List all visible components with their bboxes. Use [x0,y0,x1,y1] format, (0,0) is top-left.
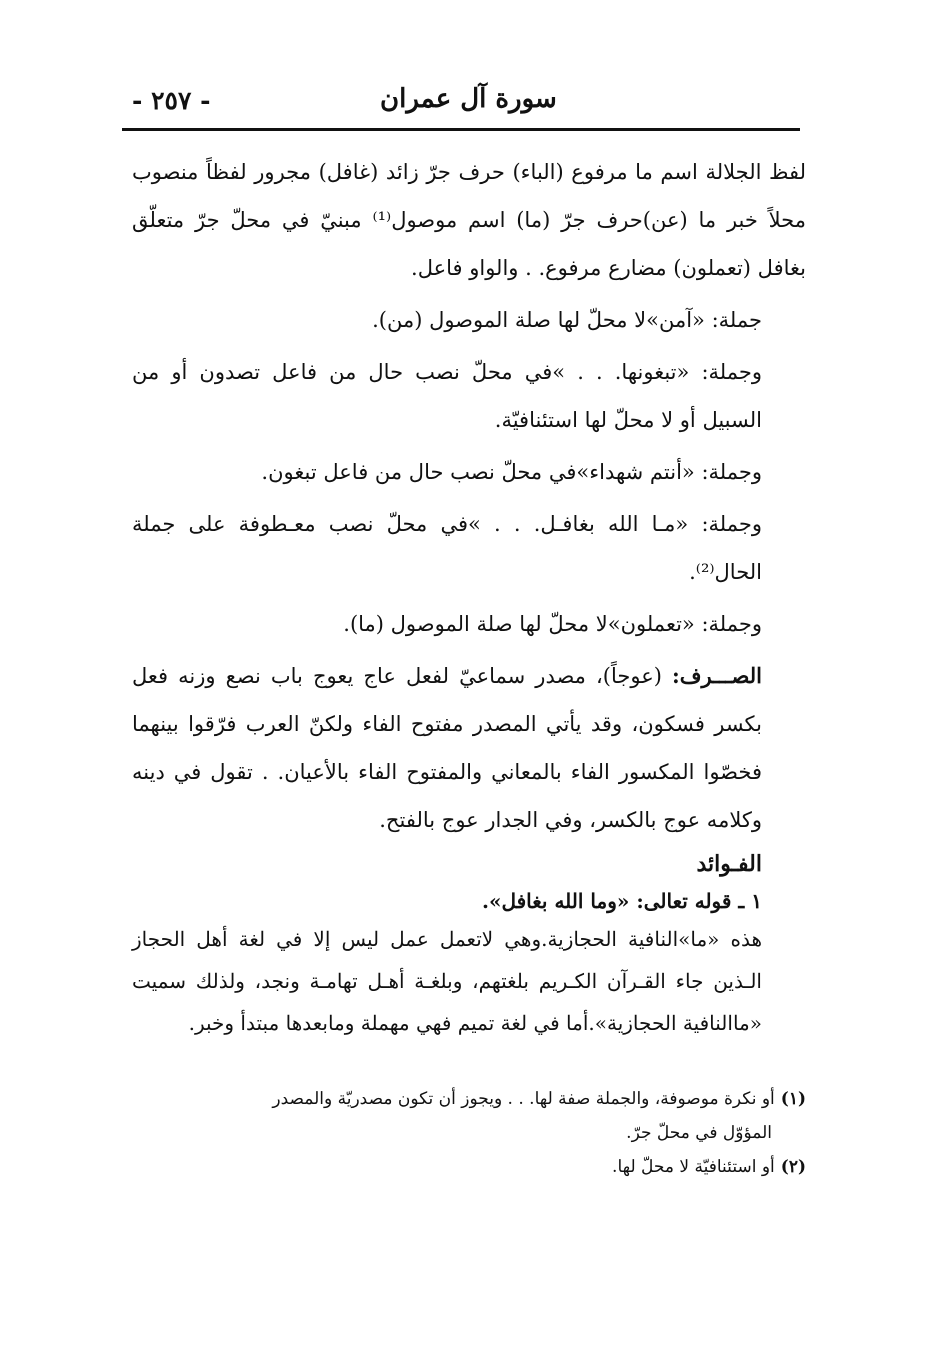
footnote-1-marker: (١) [780,1089,806,1109]
footnote-2-marker: (٢) [780,1157,806,1177]
fawaid-item-1: ١ ـ قوله تعالى: «وما الله بغافل». [482,889,762,913]
main-text [132,148,806,1044]
footnote-1-continued: المؤوّل في محلّ جرّ. [626,1123,772,1143]
running-title: سورة آل عمران [380,84,557,114]
paragraph-irab-continued: لفظ الجلالة اسم ما مرفوع (الباء) حرف جرّ زائد (غافل) مجرور لفظاً منصوب محلاً خبر ما (عن)حرف جرّ (ما) اسم موصول⁽¹⁾ مبنيّ في محلّ جرّ متعلّق بغافل (تعملون) مضارع مرفوع. . والواو فاعل. [132,160,806,280]
footnote-2-text: أو استئنافيّة لا محلّ لها. [612,1157,775,1177]
paragraph-sarf [132,652,806,844]
footnote-1 [132,1082,806,1116]
paragraph-jumla-tamalun: وجملة: «تعملون»لا محلّ لها صلة الموصول (ما). [343,612,762,636]
paragraph-jumla-antum-shuhada: وجملة: «أنتم شهداء»في محلّ نصب حال من فاعل تبغون. [261,460,762,484]
page-number: - ٢٥٧ - [132,86,211,115]
paragraph-jumla-amana: جملة: «آمن»لا محلّ لها صلة الموصول (من). [372,308,762,332]
paragraph-jumla-ma-allah: وجملة: «مـا الله بغافـل. . . »في محلّ نصب معـطوفة على جملة الحال⁽²⁾. [132,512,762,584]
footnote-1-text: أو نكرة موصوفة، والجملة صفة لها. . . ويجوز أن تكون مصدريّة والمصدر [272,1089,775,1109]
sarf-label: الصـــرف: [671,663,762,688]
header-rule [122,128,800,131]
footnotes [132,1082,806,1184]
fawaid-heading: الفـوائد [696,851,762,877]
page-header [120,82,810,122]
fawaid-note: هذه «ما»النافية الحجازية.وهي لاتعمل عمل ليس إلا في لغة أهل الحجاز الـذين جاء القـرآن الكـريم بلغتهم، وبلغـة أهـل تهامـة ونجد، ولذلك سميت «ماالنافية الحجازية».أما في لغة تميم فهي مهملة ومابعدها مبتدأ وخبر. [132,927,762,1035]
sarf-text: (عوجاً)، مصدر سماعيّ لفعل عاج يعوج باب نصع وزنه فعل بكسر فسكون، وقد يأتي المصدر مفتوح الفاء ولكنّ العرب فرّقوا بينهما فخصّوا المكسور الفاء بالمعاني والمفتوح الفاء بالأعيان. . تقول في دينه وكلامه عوج بالكسر، وفي الجدار عوج بالفتح. [132,664,762,832]
paragraph-jumla-tabghunaha: وجملة: «تبغونها. . . »في محلّ نصب حال من فاعل تصدون أو من السبيل أو لا محلّ لها استئنافيّة. [132,360,762,432]
footnote-2 [132,1150,806,1184]
